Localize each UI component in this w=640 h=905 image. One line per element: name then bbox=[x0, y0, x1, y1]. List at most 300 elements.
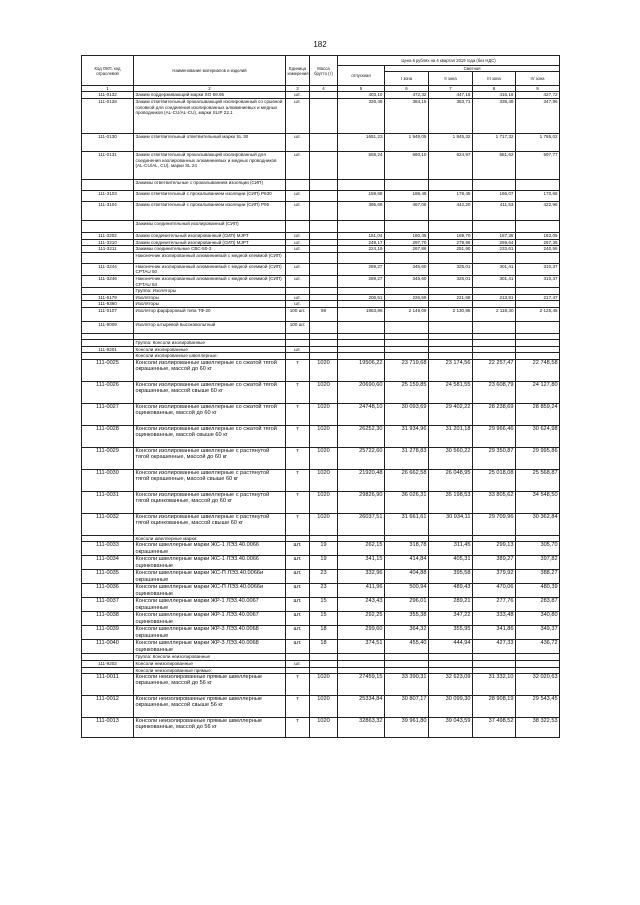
row-price-release bbox=[338, 339, 385, 346]
row-price-zone-1: 364,32 bbox=[385, 626, 429, 640]
row-price-zone-3: 301,41 bbox=[473, 275, 516, 287]
row-price-release: 326,49 bbox=[338, 99, 385, 134]
row-price-release bbox=[338, 346, 385, 353]
row-mass: 18 bbox=[310, 626, 338, 640]
row-unit bbox=[286, 654, 310, 661]
row-price-zone-3 bbox=[473, 339, 516, 346]
row-mass: 23 bbox=[310, 584, 338, 598]
row-price-zone-2: 444,94 bbox=[429, 640, 473, 654]
price-table bbox=[81, 55, 560, 738]
row-price-release: 151,04 bbox=[338, 233, 385, 240]
row-unit: т bbox=[286, 491, 310, 513]
row-mass: 1020 bbox=[310, 674, 338, 696]
row-mass: 1020 bbox=[310, 447, 338, 469]
row-price-zone-3 bbox=[473, 288, 516, 295]
row-price-zone-1: 226,59 bbox=[385, 294, 429, 301]
row-name: Консоли изолированные швеллерные со сжатой тягой оцинкованные, массой до 60 кг bbox=[134, 403, 286, 425]
row-price-zone-4 bbox=[516, 301, 560, 308]
row-mass: 18 bbox=[310, 640, 338, 654]
row-name: Консоли изолированные швеллерные с растянутой тягой окрашенные, массой свыше 60 кг bbox=[134, 469, 286, 491]
row-mass: 59 bbox=[310, 307, 338, 321]
row-price-zone-2: 1 845,32 bbox=[429, 134, 473, 152]
row-price-zone-2: 405,31 bbox=[429, 556, 473, 570]
row-mass: 1020 bbox=[310, 718, 338, 738]
row-price-zone-1: 180,45 bbox=[385, 233, 429, 240]
row-price-zone-3: 259,64 bbox=[473, 239, 516, 246]
table-header bbox=[82, 56, 560, 92]
row-price-zone-1: 345,60 bbox=[385, 263, 429, 275]
row-price-release: 26252,30 bbox=[338, 425, 385, 447]
row-price-release: 403,10 bbox=[338, 92, 385, 99]
row-name: Зажим ответвительный прокалывающий изолированный со срывной головкой для соединения изолированных алюминиевых и медных проводников (AL-CU/AL-CU), марки SLIP 22.1 bbox=[134, 99, 286, 134]
row-price-release: 292,25 bbox=[338, 612, 385, 626]
row-name: Консоли неизолированные прямые швеллерные окрашенные, массой до 56 кг bbox=[134, 674, 286, 696]
row-code: 111-0036 bbox=[82, 584, 134, 598]
row-price-zone-4 bbox=[516, 535, 560, 542]
row-price-zone-3 bbox=[473, 660, 516, 667]
row-price-zone-3 bbox=[473, 654, 516, 661]
row-price-zone-4: 310,37 bbox=[516, 263, 560, 275]
row-price-zone-2 bbox=[429, 301, 473, 308]
row-price-zone-4: 347,86 bbox=[516, 99, 560, 134]
row-code: 111-0130 bbox=[82, 134, 134, 152]
row-code: 111-3104 bbox=[82, 202, 134, 221]
row-price-zone-3: 338,48 bbox=[473, 99, 516, 134]
row-price-zone-4: 480,39 bbox=[516, 584, 560, 598]
row-price-zone-3: 301,41 bbox=[473, 263, 516, 275]
table-row bbox=[82, 535, 560, 542]
row-mass bbox=[310, 239, 338, 246]
row-price-release bbox=[338, 535, 385, 542]
row-price-release: 159,68 bbox=[338, 191, 385, 202]
row-name: Изолятор штыревой высоковольтный bbox=[134, 321, 286, 333]
col-header-release: отпускная bbox=[338, 66, 385, 86]
row-mass bbox=[310, 134, 338, 152]
row-price-zone-1: 414,84 bbox=[385, 556, 429, 570]
row-price-zone-3 bbox=[473, 535, 516, 542]
row-price-zone-4: 24 127,80 bbox=[516, 381, 560, 403]
row-price-zone-2 bbox=[429, 221, 473, 233]
row-unit: шт. bbox=[286, 99, 310, 134]
row-mass bbox=[310, 346, 338, 353]
row-price-release: 224,19 bbox=[338, 246, 385, 253]
row-price-zone-4 bbox=[516, 667, 560, 674]
row-mass bbox=[310, 191, 338, 202]
row-price-zone-2: 325,01 bbox=[429, 263, 473, 275]
row-code: 111-3103 bbox=[82, 191, 134, 202]
row-code: 111-0030 bbox=[82, 469, 134, 491]
row-price-release: 289,27 bbox=[338, 275, 385, 287]
row-price-zone-4: 32 020,63 bbox=[516, 674, 560, 696]
row-unit: шт. bbox=[286, 92, 310, 99]
column-number: 1 bbox=[82, 86, 134, 92]
row-price-zone-4: 162,05 bbox=[516, 233, 560, 240]
row-unit: т bbox=[286, 513, 310, 535]
row-price-zone-3 bbox=[473, 301, 516, 308]
row-name: Консоли изолированные швеллерные с растянутой тягой оцинкованные, массой до 60 кг bbox=[134, 491, 286, 513]
row-code: 111-3210 bbox=[82, 239, 134, 246]
row-price-zone-4 bbox=[516, 288, 560, 295]
column-number: 5 bbox=[338, 86, 385, 92]
row-price-zone-3: 29 709,96 bbox=[473, 513, 516, 535]
col-header-zone-1: I зона bbox=[385, 72, 429, 86]
row-price-zone-2: 29 402,22 bbox=[429, 403, 473, 425]
col-header-code: Код ОКП, код отраслевой bbox=[82, 56, 134, 86]
row-price-zone-1: 404,88 bbox=[385, 570, 429, 584]
row-price-zone-1: 23 719,68 bbox=[385, 359, 429, 381]
row-mass bbox=[310, 353, 338, 360]
row-mass: 1020 bbox=[310, 513, 338, 535]
row-price-zone-1: 296,01 bbox=[385, 598, 429, 612]
table-row bbox=[82, 246, 560, 253]
row-unit bbox=[286, 353, 310, 360]
row-name: Изоляторы bbox=[134, 301, 286, 308]
row-price-zone-1: 30 807,17 bbox=[385, 696, 429, 718]
table-row bbox=[82, 321, 560, 333]
row-name: Зажим соединительный изолированный (СИП) MJPT bbox=[134, 239, 286, 246]
row-unit bbox=[286, 252, 310, 263]
row-name: Консоли швеллерные марки ЖС-П ЛЭ3.40.0066и оцинкованные bbox=[134, 584, 286, 598]
row-code bbox=[82, 221, 134, 233]
table-row bbox=[82, 263, 560, 275]
row-price-zone-2: 363,71 bbox=[429, 99, 473, 134]
row-name: Группа: Изоляторы bbox=[134, 288, 286, 295]
row-price-zone-1: 36 026,31 bbox=[385, 491, 429, 513]
row-price-zone-4: 170,68 bbox=[516, 191, 560, 202]
row-code: 111-6179 bbox=[82, 294, 134, 301]
row-unit: шт. bbox=[286, 598, 310, 612]
row-code: 111-0034 bbox=[82, 556, 134, 570]
row-price-zone-1: 297,70 bbox=[385, 239, 429, 246]
row-unit: т bbox=[286, 381, 310, 403]
row-price-zone-2: 32 623,09 bbox=[429, 674, 473, 696]
row-price-zone-2: 325,01 bbox=[429, 275, 473, 287]
table-row bbox=[82, 718, 560, 738]
row-price-zone-2: 39 043,59 bbox=[429, 718, 473, 738]
row-unit: шт. bbox=[286, 134, 310, 152]
row-code: 111-0107 bbox=[82, 307, 134, 321]
row-name: Консоли швеллерные марки ЖС-1 ЛЭ3.40.0066 окрашенные bbox=[134, 542, 286, 556]
row-price-zone-2: 31 201,18 bbox=[429, 425, 473, 447]
row-unit: шт. bbox=[286, 202, 310, 221]
table-row bbox=[82, 556, 560, 570]
row-price-release: 206,51 bbox=[338, 294, 385, 301]
row-price-zone-3: 166,07 bbox=[473, 191, 516, 202]
row-name: Группа: Консоли изолированные bbox=[134, 339, 286, 346]
row-code: 111-3246 bbox=[82, 275, 134, 287]
table-row bbox=[82, 239, 560, 246]
row-mass bbox=[310, 263, 338, 275]
row-price-zone-2: 289,21 bbox=[429, 598, 473, 612]
row-unit: шт. bbox=[286, 246, 310, 253]
row-code: 111-0029 bbox=[82, 447, 134, 469]
table-row bbox=[82, 381, 560, 403]
row-price-release: 27459,15 bbox=[338, 674, 385, 696]
row-price-zone-4: 217,47 bbox=[516, 294, 560, 301]
row-price-release bbox=[338, 288, 385, 295]
row-price-release: 29826,90 bbox=[338, 491, 385, 513]
row-price-zone-4: 310,37 bbox=[516, 275, 560, 287]
row-price-zone-2 bbox=[429, 288, 473, 295]
row-price-zone-1 bbox=[385, 288, 429, 295]
row-unit: 100 шт. bbox=[286, 321, 310, 333]
row-unit: шт. bbox=[286, 640, 310, 654]
table-row bbox=[82, 134, 560, 152]
row-price-zone-2: 30 934,11 bbox=[429, 513, 473, 535]
table-row bbox=[82, 674, 560, 696]
row-name: Консоли изолированные швеллерные со сжатой тягой оцинкованные, массой свыше 60 кг bbox=[134, 425, 286, 447]
row-price-release: 249,17 bbox=[338, 239, 385, 246]
row-price-zone-2 bbox=[429, 252, 473, 263]
row-name: Консоли швеллерные марки ЖС-П ЛЭ3.40.0066и окрашенные bbox=[134, 570, 286, 584]
row-price-release: 395,69 bbox=[338, 202, 385, 221]
row-unit: шт. bbox=[286, 191, 310, 202]
col-header-estimate: Сметная bbox=[385, 66, 560, 72]
row-price-zone-2: 30 560,22 bbox=[429, 447, 473, 469]
table-row bbox=[82, 288, 560, 295]
row-name: Консоли изолированные швеллерные с растянутой тягой окрашенные, массой до 60 кг bbox=[134, 447, 286, 469]
row-unit: т bbox=[286, 718, 310, 738]
row-price-zone-3: 25 018,08 bbox=[473, 469, 516, 491]
row-price-zone-1: 188,48 bbox=[385, 191, 429, 202]
row-price-zone-3: 28 238,69 bbox=[473, 403, 516, 425]
row-price-zone-2 bbox=[429, 660, 473, 667]
row-price-zone-1: 25 159,85 bbox=[385, 381, 429, 403]
row-price-zone-2: 347,22 bbox=[429, 612, 473, 626]
row-name: Зажим ответвительный с прокалыванием изоляции (СИП) Р95 bbox=[134, 202, 286, 221]
row-mass bbox=[310, 180, 338, 191]
row-mass bbox=[310, 99, 338, 134]
row-price-zone-1: 26 662,58 bbox=[385, 469, 429, 491]
row-mass: 1020 bbox=[310, 469, 338, 491]
row-code bbox=[82, 535, 134, 542]
row-price-release: 1651,23 bbox=[338, 134, 385, 152]
row-price-zone-4: 30 362,84 bbox=[516, 513, 560, 535]
row-unit bbox=[286, 535, 310, 542]
row-code bbox=[82, 288, 134, 295]
row-price-zone-1 bbox=[385, 654, 429, 661]
row-price-zone-4: 29 543,45 bbox=[516, 696, 560, 718]
row-code bbox=[82, 667, 134, 674]
row-code: 111-0012 bbox=[82, 696, 134, 718]
row-unit: шт. bbox=[286, 570, 310, 584]
row-price-zone-3: 470,06 bbox=[473, 584, 516, 598]
row-code: 111-3244 bbox=[82, 263, 134, 275]
row-name: Консоли изолированные швеллерные со сжатой тягой окрашенные, массой до 60 кг bbox=[134, 359, 286, 381]
row-code: 111-9201 bbox=[82, 346, 134, 353]
row-price-zone-2: 279,96 bbox=[429, 239, 473, 246]
row-mass bbox=[310, 339, 338, 346]
row-price-zone-3: 213,91 bbox=[473, 294, 516, 301]
row-name: Консоли швеллерные марки ЖР-3 ЛЭ3.40.0068 окрашенные bbox=[134, 626, 286, 640]
row-price-zone-3: 29 966,46 bbox=[473, 425, 516, 447]
table-row bbox=[82, 542, 560, 556]
row-price-zone-1 bbox=[385, 346, 429, 353]
row-mass bbox=[310, 294, 338, 301]
row-code: 111-0040 bbox=[82, 640, 134, 654]
row-price-release: 32863,32 bbox=[338, 718, 385, 738]
table-row bbox=[82, 447, 560, 469]
row-price-release: 411,96 bbox=[338, 584, 385, 598]
row-name: Зажим соединительный изолированный (СИП) MJPT bbox=[134, 233, 286, 240]
row-price-zone-1 bbox=[385, 339, 429, 346]
row-unit: т bbox=[286, 696, 310, 718]
table-row bbox=[82, 513, 560, 535]
col-header-unit: Единица измерения bbox=[286, 56, 310, 86]
table-row bbox=[82, 346, 560, 353]
row-unit: т bbox=[286, 403, 310, 425]
table-row bbox=[82, 339, 560, 346]
row-price-zone-2: 447,18 bbox=[429, 92, 473, 99]
row-price-zone-3: 31 332,10 bbox=[473, 674, 516, 696]
table-row bbox=[82, 626, 560, 640]
row-price-zone-3: 1 717,32 bbox=[473, 134, 516, 152]
row-price-zone-4: 1 765,02 bbox=[516, 134, 560, 152]
row-name: Зажимы ответвительные с прокалыванием изоляции (СИП) bbox=[134, 180, 286, 191]
row-price-zone-4: 2 125,45 bbox=[516, 307, 560, 321]
column-number: 4 bbox=[310, 86, 338, 92]
row-price-zone-4: 305,70 bbox=[516, 542, 560, 556]
row-name: Зажимы соединительный изолированный (СИП) bbox=[134, 221, 286, 233]
row-price-zone-1 bbox=[385, 660, 429, 667]
row-price-zone-3: 28 908,19 bbox=[473, 696, 516, 718]
row-price-release: 25334,84 bbox=[338, 696, 385, 718]
table-row bbox=[82, 640, 560, 654]
row-price-zone-4: 349,37 bbox=[516, 626, 560, 640]
row-price-release: 19506,22 bbox=[338, 359, 385, 381]
row-price-zone-2 bbox=[429, 346, 473, 353]
row-price-zone-2 bbox=[429, 654, 473, 661]
row-price-zone-4: 30 624,98 bbox=[516, 425, 560, 447]
row-price-zone-3: 427,33 bbox=[473, 640, 516, 654]
row-price-zone-1: 384,15 bbox=[385, 99, 429, 134]
row-unit: шт. bbox=[286, 152, 310, 180]
row-price-zone-3: 411,53 bbox=[473, 202, 516, 221]
table-row bbox=[82, 191, 560, 202]
row-unit: т bbox=[286, 447, 310, 469]
row-price-zone-3: 22 257,47 bbox=[473, 359, 516, 381]
row-price-release: 20690,60 bbox=[338, 381, 385, 403]
row-unit bbox=[286, 667, 310, 674]
row-price-zone-4 bbox=[516, 252, 560, 263]
row-price-release: 558,24 bbox=[338, 152, 385, 180]
row-code: 111-9360 bbox=[82, 301, 134, 308]
row-price-release: 26037,51 bbox=[338, 513, 385, 535]
row-code bbox=[82, 654, 134, 661]
row-name: Консоли швеллерные марки ЖР-3 ЛЭ3.40.0068 оцинкованные bbox=[134, 640, 286, 654]
row-price-release: 243,43 bbox=[338, 598, 385, 612]
row-price-zone-3 bbox=[473, 252, 516, 263]
row-price-zone-2: 355,95 bbox=[429, 626, 473, 640]
row-price-zone-3: 157,36 bbox=[473, 233, 516, 240]
row-mass bbox=[310, 301, 338, 308]
row-price-zone-2: 624,97 bbox=[429, 152, 473, 180]
row-price-zone-2: 23 174,56 bbox=[429, 359, 473, 381]
row-price-zone-3 bbox=[473, 353, 516, 360]
row-price-zone-2: 489,43 bbox=[429, 584, 473, 598]
row-code: 111-0032 bbox=[82, 513, 134, 535]
table-row bbox=[82, 307, 560, 321]
row-price-zone-1: 31 934,96 bbox=[385, 425, 429, 447]
table-row bbox=[82, 252, 560, 263]
row-unit: шт. bbox=[286, 263, 310, 275]
table-row bbox=[82, 425, 560, 447]
row-name: Зажим ответвительный ответвительный марки SL 30 bbox=[134, 134, 286, 152]
row-price-zone-2: 251,90 bbox=[429, 246, 473, 253]
row-price-zone-4 bbox=[516, 346, 560, 353]
row-code bbox=[82, 353, 134, 360]
table-row bbox=[82, 612, 560, 626]
row-price-zone-2: 30 099,30 bbox=[429, 696, 473, 718]
row-price-release: 25722,60 bbox=[338, 447, 385, 469]
row-price-release bbox=[338, 667, 385, 674]
row-price-release bbox=[338, 180, 385, 191]
row-price-release: 24748,10 bbox=[338, 403, 385, 425]
row-name: Консоли швеллерные марки ЖС-1 ЛЭ3.40.0066 оцинкованные bbox=[134, 556, 286, 570]
row-code: 111-9202 bbox=[82, 660, 134, 667]
row-unit bbox=[286, 339, 310, 346]
row-mass: 1020 bbox=[310, 403, 338, 425]
row-mass bbox=[310, 535, 338, 542]
row-price-zone-1: 355,38 bbox=[385, 612, 429, 626]
row-price-zone-1: 660,10 bbox=[385, 152, 429, 180]
row-price-release bbox=[338, 353, 385, 360]
row-code bbox=[82, 180, 134, 191]
row-code: 111-0039 bbox=[82, 626, 134, 640]
row-price-zone-3: 389,27 bbox=[473, 556, 516, 570]
row-unit: шт. bbox=[286, 612, 310, 626]
row-code: 111-0128 bbox=[82, 99, 134, 134]
row-price-zone-3: 233,61 bbox=[473, 246, 516, 253]
row-price-zone-3: 33 805,62 bbox=[473, 491, 516, 513]
row-code bbox=[82, 339, 134, 346]
row-mass bbox=[310, 667, 338, 674]
row-price-zone-1: 455,40 bbox=[385, 640, 429, 654]
row-price-zone-3 bbox=[473, 667, 516, 674]
table-row bbox=[82, 359, 560, 381]
row-name: Консоли неизолированные прямые: bbox=[134, 667, 286, 674]
row-unit: шт. bbox=[286, 584, 310, 598]
row-code: 111-9009 bbox=[82, 321, 134, 333]
row-price-zone-4 bbox=[516, 339, 560, 346]
row-price-zone-2 bbox=[429, 180, 473, 191]
row-mass: 1020 bbox=[310, 491, 338, 513]
table-row bbox=[82, 99, 560, 134]
row-price-zone-2 bbox=[429, 353, 473, 360]
row-code: 111-0013 bbox=[82, 718, 134, 738]
table-body bbox=[82, 92, 560, 738]
row-price-zone-3: 341,86 bbox=[473, 626, 516, 640]
row-price-zone-3 bbox=[473, 180, 516, 191]
row-price-zone-1: 31 661,61 bbox=[385, 513, 429, 535]
row-unit: т bbox=[286, 469, 310, 491]
table-row bbox=[82, 570, 560, 584]
row-price-zone-3: 277,76 bbox=[473, 598, 516, 612]
row-name: Консоли изолированные швеллерные: bbox=[134, 353, 286, 360]
table-row bbox=[82, 403, 560, 425]
row-price-zone-4: 240,55 bbox=[516, 246, 560, 253]
row-mass: 15 bbox=[310, 598, 338, 612]
row-price-zone-2: 221,68 bbox=[429, 294, 473, 301]
row-price-zone-4 bbox=[516, 221, 560, 233]
row-name: Консоли швеллерные марки ЖР-1 ЛЭ3.40.0067 оцинкованные bbox=[134, 612, 286, 626]
column-number: 9 bbox=[516, 86, 560, 92]
row-code: 111-0011 bbox=[82, 674, 134, 696]
row-mass bbox=[310, 202, 338, 221]
col-header-name: Наименование материалов и изделий bbox=[134, 56, 286, 86]
row-name: Консоли изолированные швеллерные с растянутой тягой оцинкованные, массой свыше 60 кг bbox=[134, 513, 286, 535]
row-unit: т bbox=[286, 674, 310, 696]
